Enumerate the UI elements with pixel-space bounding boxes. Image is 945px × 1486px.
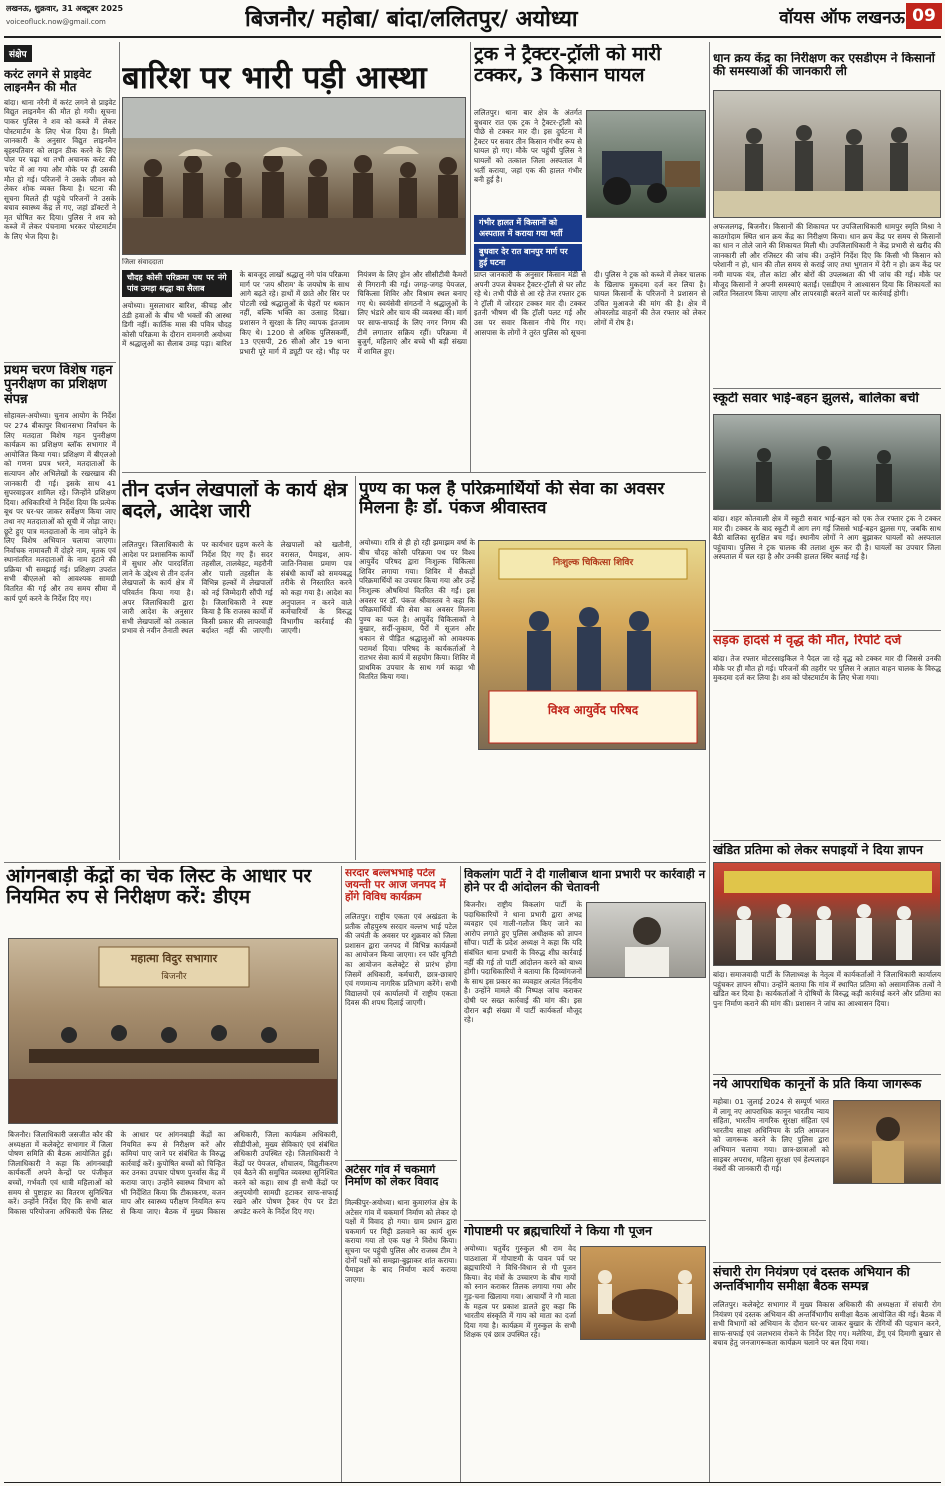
gopashtami-body-cont bbox=[580, 1344, 706, 1482]
header-rule bbox=[4, 36, 941, 38]
truck-photo bbox=[586, 110, 706, 218]
lekhpal-headline: तीन दर्जन लेखपालों के कार्य क्षेत्र बदले, आदेश जारी bbox=[122, 480, 348, 523]
statue-photo bbox=[713, 862, 941, 966]
paddy-headline: धान क्रय केंद्र का निरीक्षण कर एसडीएम ने किसानों की समस्याओं की जानकारी ली bbox=[713, 52, 935, 79]
scooty-body: बांदा। शहर कोतवाली क्षेत्र में स्कूटी सवार भाई-बहन को एक तेज रफ्तार ट्रक ने टक्कर मार दी। टक्कर के बाद स्कूटी में आग लग गई जिससे भाई-बहन झुलस गए, जबकि साथ बैठी बालिका सुरक्षित बच गई। स्थानीय लोगों ने आग बुझाकर घायलों को अस्पताल पहुंचाया। पुलिस ने ट्रक चालक की तलाश शुरू कर दी है। घायलों का उपचार जिला अस्पताल में चल रहा है और उनकी हालत स्थिर बताई गई है। bbox=[713, 514, 941, 562]
page-number: 09 bbox=[906, 3, 942, 29]
truck-quotes bbox=[474, 215, 582, 271]
vikalang-body: बिजनौर। राष्ट्रीय विकलांग पार्टी के पदाधिकारियों ने थाना प्रभारी द्वारा अभद्र व्यवहार एवं गाली-गलौज किए जाने का आरोप लगाते हुए पुलिस अधीक्षक को ज्ञापन सौंपा। पार्टी के प्रदेश अध्यक्ष ने कहा कि यदि संबंधित थाना प्रभारी के विरुद्ध शीघ्र कार्रवाई नहीं की गई तो पार्टी आंदोलन करने को बाध्य होगी। पदाधिकारियों ने बताया कि दिव्यांगजनों के साथ इस प्रकार का व्यवहार अत्यंत निंदनीय है। उन्होंने मामले की निष्पक्ष जांच कराकर दोषी पर सख्त कार्रवाई की मांग की। इस दौरान बड़ी संख्या में पार्टी कार्यकर्ता मौजूद रहे। bbox=[464, 900, 582, 1025]
column-divider bbox=[460, 866, 461, 1482]
divider bbox=[4, 362, 116, 363]
council-banner: विश्व आयुर्वेद परिषद bbox=[547, 703, 639, 717]
vikalang-photo bbox=[586, 902, 706, 978]
column-divider bbox=[119, 42, 120, 860]
truck-body-continued: प्राप्त जानकारी के अनुसार किसान मंडी से अपनी उपज बेचकर ट्रैक्टर-ट्रॉली से घर लौट रहे थे। तभी पीछे से आ रहे तेज रफ्तार ट्रक ने ट्रॉली में जोरदार टक्कर मार दी। टक्कर इतनी भीषण थी कि ट्रॉली पलट गई और उस पर सवार किसान नीचे गिर गए। आसपास के लोगों ने तुरंत पुलिस को सूचना दी। पुलिस ने ट्रक को कब्जे में लेकर चालक के खिलाफ मुकदमा दर्ज कर लिया है। घायल किसानों के परिजनों ने प्रशासन से उचित मुआवजे की मांग की है। क्षेत्र में ओवरलोड वाहनों की तेज रफ्तार को लेकर लोगों में रोष है। bbox=[474, 270, 706, 337]
crimelaw-body-cont bbox=[833, 1188, 941, 1258]
pankaj-body-b bbox=[359, 754, 706, 858]
story-body: बांदा। थाना नरैनी में करंट लगने से प्राइवेट विद्युत लाइनमैन की मौत हो गयी। सूचना पाकर पुलिस ने शव को कब्जे में लेकर पोस्टमार्टम के लिए भेज दिया है। मिली जानकारी के अनुसार विद्युत लाइनमैन बृहस्पतिवार को लाइन ठीक करने के लिए पोल पर चढ़ा था तभी अचानक करंट की चपेट में आ गया और मौके पर ही उसकी मौत हो गई। परिजनों ने उसके जीवन को लेकर शोक व्यक्त किया है। घटना की सूचना मिलते ही पहुंचे परिजनों ने उसके बचाव स्वास्थ्य केंद्र ले गए, जहां डॉक्टरों ने मृत घोषित कर दिया। पुलिस ने शव को कब्जे में लेकर पंचनामा भरकर पोस्टमार्टम के लिए भेज दिया है। bbox=[4, 97, 116, 242]
divider bbox=[713, 1262, 941, 1263]
portrait-illustration bbox=[587, 903, 706, 978]
scooty-photo bbox=[713, 414, 941, 510]
cow-worship-illustration bbox=[581, 1247, 706, 1340]
divider bbox=[122, 472, 706, 473]
anganwadi-body: बिजनौर। जिलाधिकारी जसजीत कौर की अध्यक्षता में कलेक्ट्रेट सभागार में जिला पोषण समिति की बैठक आयोजित हुई। जिलाधिकारी ने कहा कि आंगनबाड़ी कार्यकर्ती अपने केन्द्रों पर पंजीकृत बच्चों, गर्भवती एवं धात्री महिलाओं को समय से पुष्टाहार का वितरण सुनिश्चित करें। उन्होंने निर्देश दिए कि सभी बाल विकास परियोजना अधिकारी चेक लिस्ट के आधार पर आंगनबाड़ी केंद्रों का नियमित रूप से निरीक्षण करें और कमियां पाए जाने पर संबंधित के विरुद्ध कार्रवाई करें। कुपोषित बच्चों को चिन्हित कर उनका उपचार पोषण पुनर्वास केंद्र में कराया जाए। उन्होंने स्वास्थ्य विभाग को भी निर्देशित किया कि टीकाकरण, वजन माप और स्वास्थ्य परीक्षण नियमित रूप से किया जाए। बैठक में मुख्य विकास अधिकारी, जिला कार्यक्रम अधिकारी, सीडीपीओ, मुख्य सेविकाएं एवं संबंधित अधिकारी उपस्थित रहे। जिलाधिकारी ने केंद्रों पर पेयजल, शौचालय, विद्युतीकरण एवं बैठने की समुचित व्यवस्था सुनिश्चित करने को कहा। साथ ही सभी केंद्रों पर अनुपयोगी सामग्री हटाकर साफ-सफाई रखने और पोषण ट्रैकर ऐप पर डेटा अपडेट करने के निर्देश दिए गए। bbox=[8, 1130, 338, 1216]
crimelaw-body: महोबा। 01 जुलाई 2024 से सम्पूर्ण भारत में लागू नए आपराधिक कानून भारतीय न्याय संहिता, भारतीय नागरिक सुरक्षा संहिता एवं भारतीय साक्ष्य अधिनियम के प्रति आमजन को जागरूक करने के लिए पुलिस द्वारा अभियान चलाया गया। छात्र-छात्राओं को साइबर अपराध, महिला सुरक्षा एवं हेल्पलाइन नंबरों की जानकारी दी गई। bbox=[713, 1097, 829, 1174]
divider bbox=[713, 630, 941, 631]
divider bbox=[713, 840, 941, 841]
vikalang-body-cont bbox=[586, 982, 706, 1216]
truck-headline: ट्रक ने ट्रैक्टर-ट्रॉली को मारी टक्कर, 3 किसान घायल bbox=[474, 44, 662, 87]
email: voiceofluck.now@gmail.com bbox=[6, 18, 106, 26]
divider bbox=[713, 1074, 941, 1075]
left-column bbox=[4, 42, 116, 897]
lead-body bbox=[122, 270, 467, 470]
sardar-headline: सरदार बल्लभभाई पटेल जयन्ती पर आज जनपद में होंगे विविध कार्यक्रम bbox=[345, 868, 446, 903]
accident-body: बांदा। तेज रफ्तार मोटरसाइकिल ने पैदल जा रहे वृद्ध को टक्कर मार दी जिससे उनकी मौके पर ही मौत हो गई। परिजनों की तहरीर पर पुलिस ने अज्ञात वाहन चालक के विरुद्ध मुकदमा दर्ज कर लिया है। शव को पोस्टमार्टम के लिए भेजा गया। bbox=[713, 654, 941, 683]
section-title: बिजनौर/ महोबा/ बांदा/ललितपुर/ अयोध्या bbox=[245, 7, 578, 32]
sardar-body: ललितपुर। राष्ट्रीय एकता एवं अखंडता के प्रतीक लौहपुरुष सरदार वल्लभ भाई पटेल की जयंती के अवसर पर शुक्रवार को जिला प्रशासन द्वारा जनपद में विभिन्न कार्यक्रमों का आयोजन किया जाएगा। रन फॉर यूनिटी का आयोजन कलेक्ट्रेट से प्रारंभ होगा जिसमें अधिकारी, कर्मचारी, छात्र-छात्राएं एवं गणमान्य नागरिक प्रतिभाग करेंगे। सभी विद्यालयों एवं कार्यालयों में राष्ट्रीय एकता दिवस की शपथ दिलाई जाएगी। bbox=[345, 912, 457, 1008]
photo-credit: जिला संवाददाता bbox=[122, 258, 164, 266]
gopashtami-photo bbox=[580, 1246, 706, 1340]
brief-label: संक्षेप bbox=[4, 45, 32, 62]
column-divider bbox=[355, 476, 356, 860]
divider bbox=[713, 388, 941, 389]
crowd-illustration bbox=[123, 98, 466, 255]
crowd-scene-illustration bbox=[714, 415, 941, 510]
divider bbox=[345, 1160, 457, 1161]
crimelaw-photo bbox=[833, 1100, 941, 1184]
brand-name: वॉयस ऑफ लखनऊ bbox=[779, 8, 905, 28]
story-headline: करंट लगने से प्राइवेट लाइनमैन की मौत bbox=[4, 67, 92, 94]
lead-headline: बारिश पर भारी पड़ी आस्था bbox=[122, 60, 427, 96]
disease-headline: संचारी रोग नियंत्रण एवं दस्तक अभियान की अन्तर्विभागीय समीक्षा बैठक सम्पन्न bbox=[713, 1265, 910, 1293]
camp-banner: निःशुल्क चिकित्सा शिविर bbox=[552, 558, 634, 568]
vikalang-headline: विकलांग पार्टी ने दी गालीबाज थाना प्रभारी पर कार्रवाही न होने पर दी आंदोलन की चेतावनी bbox=[464, 868, 706, 894]
pankaj-body-text: अयोध्या। रात्रि से ही हो रही झमाझम वर्षा के बीच चौदह कोसी परिक्रमा पथ पर विश्व आयुर्वेद परिषद द्वारा निःशुल्क चिकित्सा शिविर लगाया गया। शिविर में सैकड़ों परिक्रमार्थियों का उपचार किया गया और उन्हें निःशुल्क औषधियां वितरित की गईं। इस अवसर पर डॉ. पंकज श्रीवास्तव ने कहा कि परिक्रमार्थियों की सेवा का अवसर मिलना पुण्य का फल है। आयुर्वेद चिकित्सकों ने बुखार, सर्दी-जुकाम, पैरों में सूजन और थकान से पीड़ित श्रद्धालुओं को आवश्यक परामर्श दिया। परिषद के कार्यकर्ताओं ने रातभर सेवा कार्य में सहयोग किया। शिविर में प्राथमिक उपचार के साथ गर्म काढ़ा भी वितरित किया गया। bbox=[359, 538, 475, 682]
lead-body-columns bbox=[122, 270, 467, 466]
hall-sign: महात्मा विदुर सभागार bbox=[130, 952, 218, 965]
divider bbox=[464, 1220, 706, 1221]
lead-body-text: अयोध्या। मुसलाधार बारिश, कीचड़ और ठंडी हवाओं के बीच भी भक्तों की आस्था डिगी नहीं। कार्तिक मास की पवित्र चौदह कोसी परिक्रमा के दौरान रामनगरी अयोध्या में श्रद्धालुओं का सैलाब उमड़ पड़ा। बारिश के बावजूद लाखों श्रद्धालु नंगे पांव परिक्रमा मार्ग पर 'जय श्रीराम' के जयघोष के साथ आगे बढ़ते रहे। हाथों में छाते और सिर पर पोटली रखे श्रद्धालुओं के चेहरों पर थकान नहीं, बल्कि भक्ति का उत्साह दिखा। प्रशासन ने सुरक्षा के लिए व्यापक इंतजाम किए थे। 1200 से अधिक पुलिसकर्मी, 13 एएसपी, 26 सीओ और 19 थाना प्रभारी पूरे मार्ग में ड्यूटी पर रहे। भीड़ पर नियंत्रण के लिए ड्रोन और सीसीटीवी कैमरों से निगरानी की गई। जगह-जगह पेयजल, चिकित्सा शिविर और विश्राम स्थल बनाए गए थे। स्वयंसेवी संगठनों ने श्रद्धालुओं के लिए भंडारे और चाय की व्यवस्था की। मार्ग पर साफ-सफाई के लिए नगर निगम की टीमें लगातार सक्रिय रहीं। परिक्रमा में बुजुर्ग, महिलाएं और बच्चे भी बड़ी संख्या में शामिल हुए। bbox=[122, 270, 467, 356]
pankaj-headline: पुण्य का फल है परिक्रमार्थियों की सेवा का अवसर मिलना हैः डॉ. पंकज श्रीवास्तव bbox=[359, 480, 665, 519]
scooty-headline: स्कूटी सवार भाई-बहन झुलसे, बालिका बची bbox=[713, 392, 919, 406]
hall-sign-sub: बिजनौर bbox=[161, 972, 187, 982]
crimelaw-headline: नये आपराधिक कानूनों के प्रति किया जागरूक bbox=[713, 1077, 922, 1091]
inspection-illustration bbox=[714, 91, 941, 218]
protest-group-illustration bbox=[714, 863, 941, 966]
column-divider bbox=[709, 42, 710, 1482]
masthead bbox=[0, 0, 945, 34]
paddy-body: अफजलगढ़, बिजनौर। किसानों की शिकायत पर उपजिलाधिकारी धामपुर स्मृति मिश्रा ने काठगोदाम स्थित धान क्रय केंद्र का निरीक्षण किया। धान क्रय केंद्र पर समय से किसानों का धान न तोले जाने की शिकायत मिली थी। उपजिलाधिकारी ने केंद्र प्रभारी से खरीद की जानकारी ली और रजिस्टर की जांच की। उन्होंने निर्देश दिए कि किसी भी किसान को परेशानी न हो, धान की तौल समय से कराई जाए तथा भुगतान में देरी न हो। क्रय केंद्र पर नमी मापक यंत्र, तौल कांटा और बोरों की उपलब्धता की भी जांच की गई। मौके पर मौजूद किसानों ने अपनी समस्याएं बताईं। एसडीएम ने आश्वासन दिया कि शिकायतों का त्वरित निस्तारण किया जाएगा और लापरवाही बरतने वालों पर कार्रवाई होगी। bbox=[713, 222, 941, 299]
paddy-photo bbox=[713, 90, 941, 218]
footer-rule bbox=[4, 1482, 941, 1483]
pull-quote: गंभीर हालत में किसानों को अस्पताल में कराया गया भर्ती bbox=[474, 215, 582, 242]
statue-body: बांदा। समाजवादी पार्टी के जिलाध्यक्ष के नेतृत्व में कार्यकर्ताओं ने जिलाधिकारी कार्यालय पहुंचकर ज्ञापन सौंपा। उन्होंने बताया कि गांव में स्थापित प्रतिमा को असामाजिक तत्वों ने खंडित कर दिया है। कार्यकर्ताओं ने दोषियों के विरुद्ध कड़ी कार्रवाई करने और प्रतिमा का पुनः निर्माण कराने की मांग की। प्रशासन ने जांच का आश्वासन दिया। bbox=[713, 970, 941, 1008]
anganwadi-photo bbox=[8, 938, 338, 1124]
pull-quote: चौदह कोसी परिक्रमा पथ पर नंगे पांव उमड़ा श्रद्धा का सैलाब bbox=[122, 270, 232, 297]
tractor-illustration bbox=[587, 111, 706, 218]
column-divider bbox=[470, 42, 471, 472]
meeting-hall-illustration bbox=[9, 939, 338, 1124]
divider bbox=[4, 862, 706, 863]
pankaj-body-a bbox=[359, 538, 475, 750]
medical-camp-illustration bbox=[479, 541, 706, 750]
accident-headline: सड़क हादसे में वृद्ध की मौत, रिपोर्ट दर्ज bbox=[713, 634, 902, 648]
lead-photo bbox=[122, 97, 466, 255]
disease-body: ललितपुर। कलेक्ट्रेट सभागार में मुख्य विकास अधिकारी की अध्यक्षता में संचारी रोग नियंत्रण एवं दस्तक अभियान की अन्तर्विभागीय समीक्षा बैठक आयोजित की गई। बैठक में सभी विभागों को अभियान के दौरान घर-घर जाकर बुखार के रोगियों की पहचान करने, साफ-सफाई एवं जलभराव रोकने के निर्देश दिए गए। मलेरिया, डेंगू एवं दिमागी बुखार से बचाव हेतु जनजागरूकता कार्यक्रम चलाने पर बल दिया गया। bbox=[713, 1300, 941, 1348]
gopashtami-body: अयोध्या। चतुर्वेद गुरुकुल श्री राम वेद पाठशाला में गोपाष्टमी के पावन पर्व पर ब्रह्मचारियों ने विधि-विधान से गौ पूजन किया। वेद मंत्रों के उच्चारण के बीच गायों को स्नान कराकर तिलक लगाया गया और गुड़-चना खिलाया गया। आचार्यों ने गौ माता के महत्व पर प्रकाश डालते हुए कहा कि भारतीय संस्कृति में गाय को माता का दर्जा दिया गया है। कार्यक्रम में गुरुकुल के सभी शिक्षक एवं छात्र उपस्थित रहे। bbox=[464, 1244, 576, 1340]
anganwadi-headline: आंगनबाड़ी केंद्रों का चेक लिस्ट के आधार पर नियमित रुप से निरीक्षण करें: डीएम bbox=[6, 866, 312, 909]
gopashtami-headline: गोपाष्टमी पर ब्रह्मचारियों ने किया गौ पूजन bbox=[464, 1224, 652, 1238]
story-body: सोहावल-अयोध्या। चुनाव आयोग के निर्देश पर 274 बीकापुर विधानसभा निर्वाचन के लिए मतदाता विशेष गहन पुनरीक्षण कार्यक्रम का प्रशिक्षण ब्लॉक सभागार में आयोजित किया गया। प्रशिक्षण में बीएलओ को गणना प्रपत्र भरने, मतदाताओं के सत्यापन और अभिलेखों के रखरखाव की जानकारी दी गई। इसके साथ 41 सुपरवाइजर शामिल रहे। जिन्होंने प्रशिक्षण दिया। अधिकारियों ने निर्देश दिया कि प्रत्येक बूथ पर घर-घर जाकर सर्वेक्षण किया जाए तथा नए मतदाताओं को सूची में जोड़ा जाए। छूटे हुए पात्र मतदाताओं के नाम जोड़ने के लिए विशेष अभियान चलाया जाएगा। निर्वाचक नामावली में दोहरे नाम, मृतक एवं स्थानांतरित मतदाताओं के नाम हटाने की प्रक्रिया भी समझाई गई। प्रशिक्षण उपरांत सभी बीएलओ को आवश्यक सामग्री वितरित की गई और तय समय सीमा में कार्य पूर्ण करने के निर्देश दिए गए। bbox=[4, 411, 116, 603]
police-officer-illustration bbox=[834, 1101, 941, 1184]
lekhpal-body: ललितपुर। जिलाधिकारी के आदेश पर प्रशासनिक कार्यों में सुधार और पारदर्शिता लाने के उद्देश्य से तीन दर्जन लेखपालों के कार्य क्षेत्र में परिवर्तन किया गया है। अपर जिलाधिकारी द्वारा जारी आदेश के अनुसार सभी लेखपालों को तत्काल प्रभाव से नवीन तैनाती स्थल पर कार्यभार ग्रहण करने के निर्देश दिए गए हैं। सदर तहसील, तालबेहट, महरौनी और पाली तहसील के विभिन्न हल्कों में लेखपालों को नई जिम्मेदारी सौंपी गई है। जिलाधिकारी ने स्पष्ट किया है कि राजस्व कार्यों में किसी प्रकार की लापरवाही बर्दाश्त नहीं की जाएगी। लेखपालों को खतौनी, वरासत, पैमाइश, आय-जाति-निवास प्रमाण पत्र संबंधी कार्यों को समयबद्ध तरीके से निस्तारित करने को कहा गया है। आदेश का अनुपालन न करने वाले कर्मचारियों के विरुद्ध विभागीय कार्रवाई की जाएगी। bbox=[122, 540, 352, 636]
story-headline: प्रथम चरण विशेष गहन पुनरीक्षण का प्रशिक्षण संपन्न bbox=[4, 362, 113, 407]
truck-body: ललितपुर। थाना बार क्षेत्र के अंतर्गत बुधवार रात एक ट्रक ने ट्रैक्टर-ट्रॉली को पीछे से टक्कर मार दी। इस दुर्घटना में ट्रैक्टर पर सवार तीन किसान गंभीर रूप से घायल हो गए। मौके पर पहुंची पुलिस ने घायलों को तत्काल जिला अस्पताल में भर्ती कराया, जहां एक की हालत गंभीर बनी हुई है। bbox=[474, 108, 582, 185]
column-divider bbox=[341, 866, 342, 1482]
pankaj-photo bbox=[478, 540, 706, 750]
pull-quote: बुधवार देर रात बानपुर मार्ग पर हुई घटना bbox=[474, 244, 582, 271]
statue-headline: खंडित प्रतिमा को लेकर सपाइयों ने दिया ज्ञापन bbox=[713, 843, 923, 857]
atesar-body: मिल्कीपुर-अयोध्या। थाना कुमारगंज क्षेत्र के अटेसर गांव में चकमार्ग निर्माण को लेकर दो पक्षों में विवाद हो गया। ग्राम प्रधान द्वारा चकमार्ग पर मिट्टी डलवाने का कार्य शुरू कराया गया तो एक पक्ष ने विरोध किया। सूचना पर पहुंची पुलिस और राजस्व टीम ने दोनों पक्षों को समझा-बुझाकर शांत कराया। पैमाइश के बाद निर्माण कार्य कराया जाएगा। bbox=[345, 1198, 457, 1284]
dateline: लखनऊ, शुक्रवार, 31 अक्टूबर 2025 bbox=[6, 4, 124, 13]
atesar-headline: अटेसर गांव में चकमार्ग निर्माण को लेकर विवाद bbox=[345, 1164, 439, 1189]
